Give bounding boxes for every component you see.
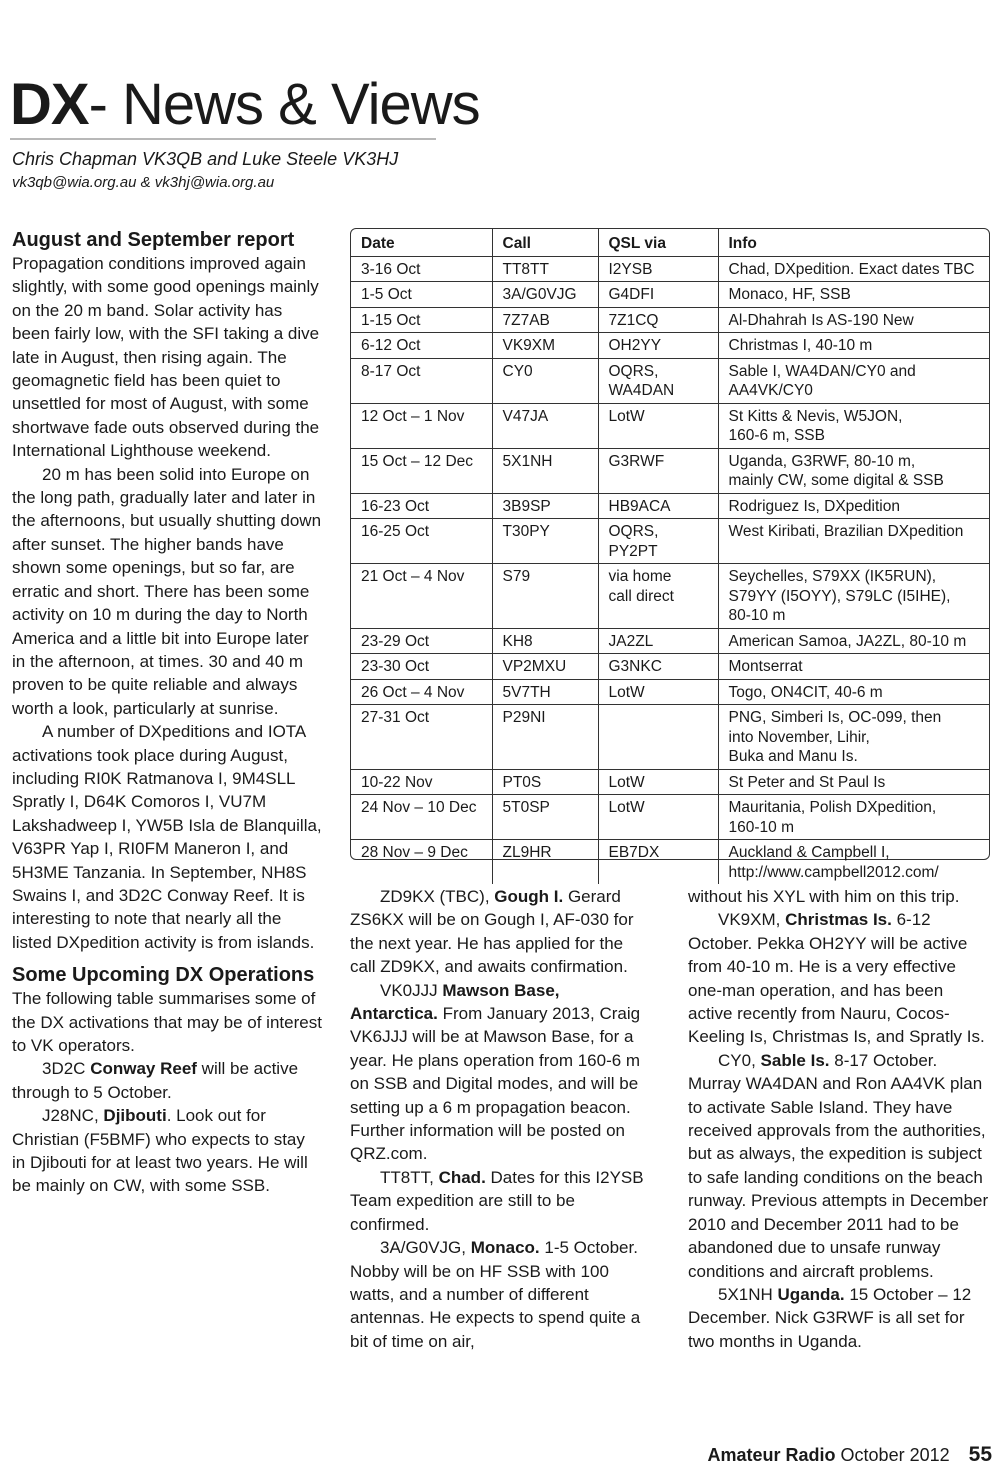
cell-call: 5X1NH: [492, 448, 598, 493]
cell-info: Montserrat: [718, 654, 989, 680]
page-number: 55: [968, 1443, 992, 1466]
table-row: [351, 628, 989, 654]
section-heading-upcoming: Some Upcoming DX Operations: [12, 964, 315, 987]
cell-call: KH8: [492, 628, 598, 654]
cell-info: Togo, ON4CIT, 40-6 m: [718, 679, 989, 705]
table-row: [351, 654, 989, 680]
page-title: [10, 72, 480, 138]
cell-qsl-via: OH2YY: [598, 333, 718, 359]
column-left: [12, 228, 322, 1198]
cell-date: 21 Oct – 4 Nov: [351, 564, 492, 629]
cell-date: 12 Oct – 1 Nov: [351, 403, 492, 448]
cell-info: St Kitts & Nevis, W5JON, 160-6 m, SSB: [718, 403, 989, 448]
authors-emails: vk3qb@wia.org.au & vk3hj@wia.org.au: [12, 174, 275, 191]
paragraph: 3D2C Conway Reef will be active through to 5 October.: [12, 1059, 299, 1102]
cell-date: 24 Nov – 10 Dec: [351, 795, 492, 840]
title-rest: - News & Views: [88, 72, 480, 137]
issue-date: October 2012: [840, 1445, 950, 1465]
column-header-call: Call: [492, 229, 598, 256]
paragraph: A number of DXpeditions and IOTA activations took place during August, including RI0K Ratmanova I, 9M4SLL Spratly I, D64K Comoros I, VU7M Lakshadweep I, YW5B Isla de Blanquilla, V63PR Yap I, RI0FM Maneron I, and 5H3ME Tanzania. In September, NH8S Swains I, and 3D2C Conway Reef. It is interesting to note that nearly all the listed DXpedition activity is from islands.: [12, 722, 322, 952]
cell-qsl-via: LotW: [598, 769, 718, 795]
paragraph: The following table summarises some of the DX activations that may be of interest to VK operators.: [12, 989, 322, 1055]
section-heading-report: August and September report: [12, 229, 295, 251]
cell-info: PNG, Simberi Is, OC-099, then into November, Lihir, Buka and Manu Is.: [718, 705, 989, 770]
cell-info: American Samoa, JA2ZL, 80-10 m: [718, 628, 989, 654]
cell-call: VK9XM: [492, 333, 598, 359]
cell-call: T30PY: [492, 519, 598, 564]
table-row: [351, 403, 989, 448]
cell-qsl-via: I2YSB: [598, 256, 718, 282]
cell-info: West Kiribati, Brazilian DXpedition: [718, 519, 989, 564]
cell-call: 5V7TH: [492, 679, 598, 705]
table-row: [351, 564, 989, 629]
title-divider: [10, 138, 436, 140]
paragraph: 20 m has been solid into Europe on the long path, gradually later and later in the afternoons, but usually shutting down after sunset. The higher bands have shown some openings, but so far, are erratic and short. There has been some activity on 10 m during the day to North America and a little bit into Europe later in the afternoon, at times. 30 and 40 m proven to be quite reliable and always worth a look, particularly at sunrise.: [12, 464, 322, 718]
paragraph: TT8TT, Chad. Dates for this I2YSB Team expedition are still to be confirmed.: [350, 1167, 644, 1234]
cell-qsl-via: OQRS, WA4DAN: [598, 358, 718, 403]
cell-call: CY0: [492, 358, 598, 403]
column-header-qsl-via: QSL via: [598, 229, 718, 256]
cell-qsl-via: G4DFI: [598, 282, 718, 308]
cell-date: 16-25 Oct: [351, 519, 492, 564]
table-row: [351, 519, 989, 564]
title-dx: DX: [10, 72, 89, 137]
cell-date: 27-31 Oct: [351, 705, 492, 770]
table-row: [351, 795, 989, 840]
cell-qsl-via: G3RWF: [598, 448, 718, 493]
cell-info: Al-Dhahrah Is AS-190 New: [718, 307, 989, 333]
cell-info: St Peter and St Paul Is: [718, 769, 989, 795]
cell-date: 23-30 Oct: [351, 654, 492, 680]
table-row: [351, 769, 989, 795]
cell-info: Auckland & Campbell I, http://www.campbell2012.com/: [728, 844, 939, 881]
cell-call: ZL9HR: [492, 840, 598, 885]
cell-date: 16-23 Oct: [351, 493, 492, 519]
cell-date: 23-29 Oct: [351, 628, 492, 654]
cell-qsl-via: LotW: [598, 679, 718, 705]
table-header-row: [351, 229, 989, 256]
cell-info: Uganda, G3RWF, 80-10 m, mainly CW, some digital & SSB: [718, 448, 989, 493]
table-row: [351, 358, 989, 403]
cell-date: 15 Oct – 12 Dec: [351, 448, 492, 493]
cell-qsl-via: JA2ZL: [598, 628, 718, 654]
paragraph: CY0, Sable Is. 8-17 October. Murray WA4DAN and Ron AA4VK plan to activate Sable Island. They have received approvals from the authorities, but as always, the expedition is subject to safe landing conditions on the beach runway. Previous attempts in December 2010 and December 2011 had to be abandoned due to unsafe runway conditions and aircraft problems.: [688, 1050, 989, 1281]
cell-call: S79: [492, 564, 598, 629]
cell-date: 1-15 Oct: [351, 307, 492, 333]
cell-qsl-via: via home call direct: [598, 564, 718, 629]
cell-date: 10-22 Nov: [351, 769, 492, 795]
table-row: [351, 679, 989, 705]
cell-date: 26 Oct – 4 Nov: [351, 679, 492, 705]
cell-qsl-via: G3NKC: [598, 654, 718, 680]
paragraph: J28NC, Djibouti. Look out for Christian (F5BMF) who expects to stay in Djibouti for at least two years. He will be mainly on CW, with some SSB.: [12, 1106, 308, 1196]
paragraph: 5X1NH Uganda. 15 October – 12 December. Nick G3RWF is all set for two months in Uganda.: [688, 1284, 972, 1351]
paragraph: without his XYL with him on this trip.: [688, 887, 960, 906]
cell-qsl-via: [598, 705, 718, 770]
cell-date: 6-12 Oct: [351, 333, 492, 359]
table-row: [351, 282, 989, 308]
cell-call: P29NI: [492, 705, 598, 770]
column-header-info: Info: [718, 229, 989, 256]
cell-call: 3A/G0VJG: [492, 282, 598, 308]
table-row: [351, 448, 989, 493]
column-header-date: Date: [351, 229, 492, 256]
cell-info: Sable I, WA4DAN/CY0 and AA4VK/CY0: [718, 358, 989, 403]
magazine-name: Amateur Radio: [707, 1445, 836, 1465]
dx-operations-table: [350, 228, 990, 881]
table-row: [351, 493, 989, 519]
cell-date: 28 Nov – 9 Dec: [351, 840, 492, 885]
paragraph: 3A/G0VJG, Monaco. 1-5 October. Nobby will be on HF SSB with 100 watts, and a number of different antennas. He expects to spend quite a bit of time on air,: [350, 1238, 641, 1351]
cell-info: Monaco, HF, SSB: [718, 282, 989, 308]
table-row: [351, 256, 989, 282]
cell-call: 7Z7AB: [492, 307, 598, 333]
table-row: [351, 333, 989, 359]
article-header: [10, 72, 480, 138]
paragraph: ZD9KX (TBC), Gough I. Gerard ZS6KX will be on Gough I, AF-030 for the next year. He has applied for the call ZD9KX, and awaits confirmation.: [350, 887, 634, 977]
cell-qsl-via: LotW: [598, 403, 718, 448]
table-row: [351, 705, 989, 770]
cell-info: Christmas I, 40-10 m: [718, 333, 989, 359]
cell-call: TT8TT: [492, 256, 598, 282]
paragraph: Propagation conditions improved again slightly, with some good openings mainly on the 20 m band. Solar activity has been fairly low, with the SFI taking a dive late in August, then rising again. The geomagnetic field has been quiet to unsettled for most of August, with some shortwave fade outs observed during the International Lighthouse weekend.: [12, 254, 320, 461]
cell-qsl-via: LotW: [598, 795, 718, 840]
cell-call: VP2MXU: [492, 654, 598, 680]
cell-call: 3B9SP: [492, 493, 598, 519]
cell-call: PT0S: [492, 769, 598, 795]
cell-info: Seychelles, S79XX (IK5RUN), S79YY (I5OYY), S79LC (I5IHE), 80-10 m: [718, 564, 989, 629]
cell-date: 1-5 Oct: [351, 282, 492, 308]
cell-date: 3-16 Oct: [351, 256, 492, 282]
authors-byline: Chris Chapman VK3QB and Luke Steele VK3HJ: [12, 149, 399, 169]
column-right: [688, 885, 990, 1353]
table-row: [351, 840, 989, 885]
column-middle: [350, 885, 650, 1353]
cell-date: 8-17 Oct: [351, 358, 492, 403]
dx-table: [351, 229, 989, 884]
table-row: [351, 307, 989, 333]
cell-info: Rodriguez Is, DXpedition: [718, 493, 989, 519]
table-body: [351, 256, 989, 884]
page-footer: [708, 1443, 993, 1467]
cell-info: Mauritania, Polish DXpedition, 160-10 m: [718, 795, 989, 840]
cell-qsl-via: EB7DX: [598, 840, 718, 885]
cell-qsl-via: 7Z1CQ: [598, 307, 718, 333]
cell-call: 5T0SP: [492, 795, 598, 840]
cell-qsl-via: HB9ACA: [598, 493, 718, 519]
cell-info: Chad, DXpedition. Exact dates TBC: [718, 256, 989, 282]
paragraph: VK0JJJ Mawson Base, Antarctica. From January 2013, Craig VK6JJJ will be at Mawson Base, for a year. He plans operation from 160-6 m on SSB and Digital modes, and will be setting up a 6 m propagation beacon. Further information will be posted on QRZ.com.: [350, 980, 641, 1164]
cell-qsl-via: OQRS, PY2PT: [598, 519, 718, 564]
cell-call: V47JA: [492, 403, 598, 448]
paragraph: VK9XM, Christmas Is. 6-12 October. Pekka OH2YY will be active from 40-10 m. He is a very effective one-man operation, and has been active recently from Nauru, Cocos-Keeling Is, Christmas Is, and Spratly Is.: [688, 910, 985, 1047]
